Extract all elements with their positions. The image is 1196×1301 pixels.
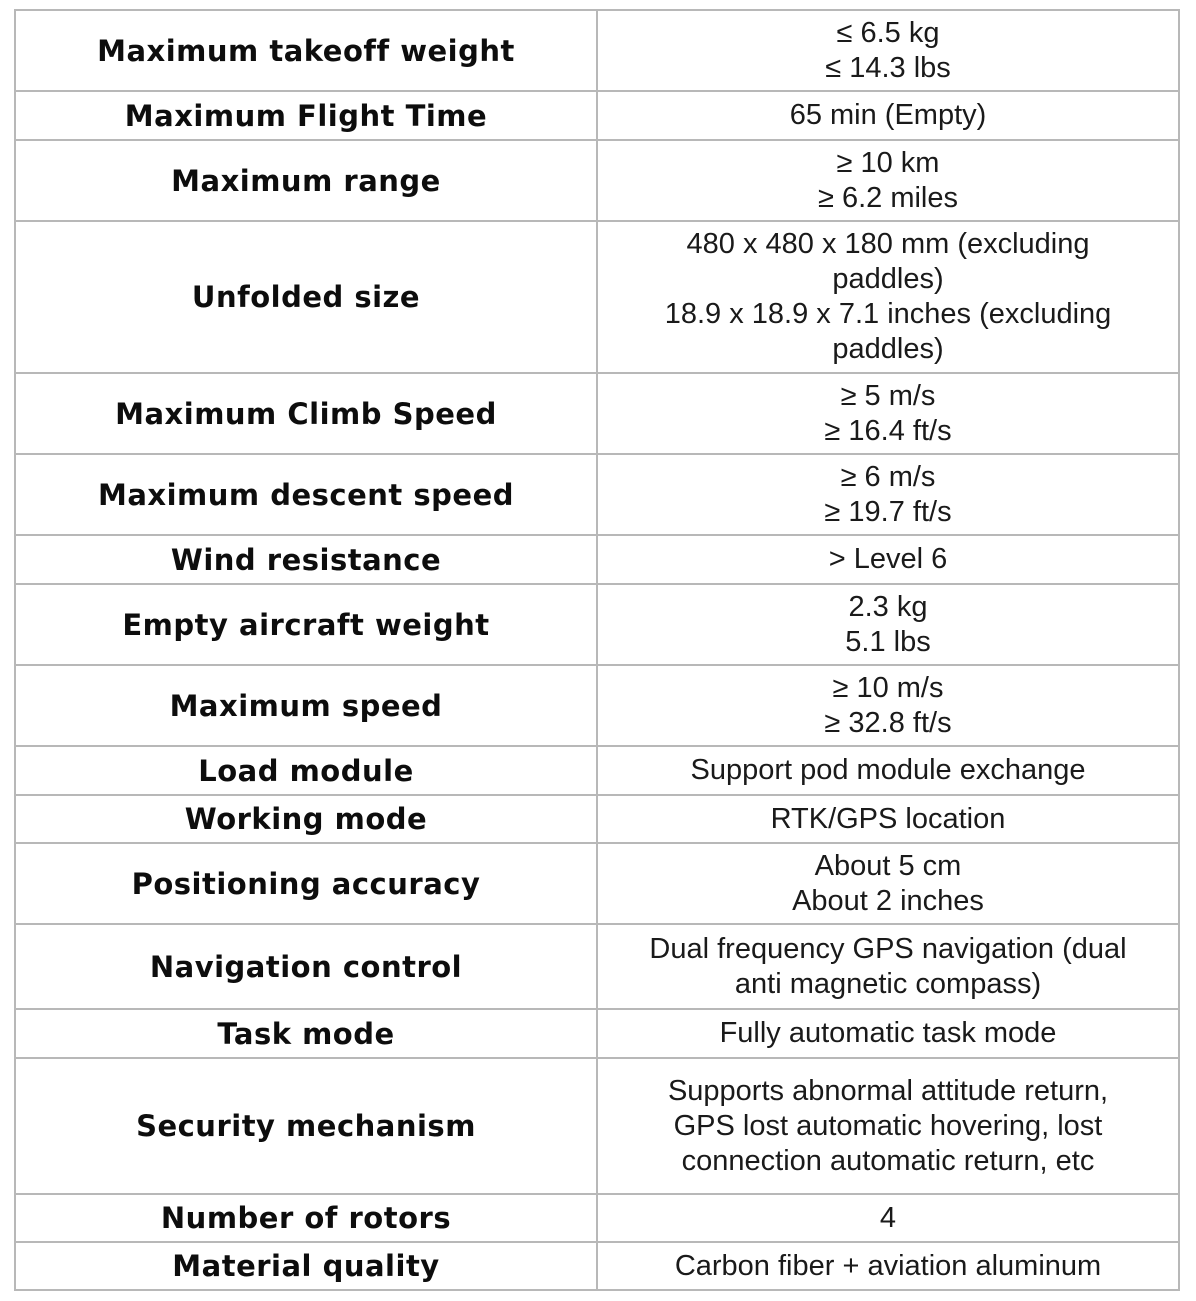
spec-value xyxy=(597,924,1179,1009)
spec-value-line: ≥ 6 m/s xyxy=(840,460,936,493)
spec-value-line: 5.1 lbs xyxy=(845,625,931,658)
spec-value-line: Fully automatic task mode xyxy=(719,1017,1057,1049)
spec-label: Working mode xyxy=(15,795,597,843)
spec-value xyxy=(597,584,1179,665)
spec-value-line: paddles) xyxy=(832,263,944,295)
spec-label: Maximum Flight Time xyxy=(15,91,597,140)
spec-label: Wind resistance xyxy=(15,535,597,584)
spec-value xyxy=(597,140,1179,221)
spec-value-line: 18.9 x 18.9 x 7.1 inches (excluding xyxy=(664,298,1112,330)
spec-value-line: ≥ 10 m/s xyxy=(832,671,944,704)
spec-value-line: ≥ 6.2 miles xyxy=(817,181,958,214)
spec-value-line: Support pod module exchange xyxy=(690,754,1086,786)
spec-value-line: About 2 inches xyxy=(792,884,984,917)
spec-table xyxy=(14,9,1180,1291)
spec-value-line: connection automatic return, etc xyxy=(681,1144,1095,1177)
spec-row xyxy=(15,140,1179,221)
spec-value xyxy=(597,373,1179,454)
spec-value xyxy=(597,665,1179,746)
spec-value-line: Dual frequency GPS navigation (dual xyxy=(649,932,1127,965)
spec-label: Task mode xyxy=(15,1009,597,1058)
spec-value-line: ≤ 14.3 lbs xyxy=(825,51,951,84)
spec-value xyxy=(597,454,1179,535)
spec-label: Maximum range xyxy=(15,140,597,221)
spec-value-line: ≥ 5 m/s xyxy=(840,379,936,412)
spec-value-line: Carbon fiber + aviation aluminum xyxy=(674,1249,1102,1282)
spec-value xyxy=(597,91,1179,140)
spec-row xyxy=(15,795,1179,843)
spec-row xyxy=(15,1242,1179,1290)
spec-row xyxy=(15,10,1179,91)
spec-label: Security mechanism xyxy=(15,1058,597,1194)
spec-row xyxy=(15,454,1179,535)
spec-row xyxy=(15,91,1179,140)
spec-label: Unfolded size xyxy=(15,221,597,373)
spec-value xyxy=(597,221,1179,373)
spec-value-line: GPS lost automatic hovering, lost xyxy=(673,1109,1103,1142)
spec-value-line: Supports abnormal attitude return, xyxy=(667,1074,1109,1107)
spec-value-line: About 5 cm xyxy=(814,849,962,882)
spec-table-body xyxy=(15,10,1179,1290)
spec-value-line: paddles) xyxy=(832,333,944,365)
spec-value xyxy=(597,1194,1179,1242)
spec-label: Maximum speed xyxy=(15,665,597,746)
spec-value-line: 4 xyxy=(879,1201,897,1234)
spec-row xyxy=(15,924,1179,1009)
spec-label: Load module xyxy=(15,746,597,795)
spec-value xyxy=(597,795,1179,843)
spec-label: Navigation control xyxy=(15,924,597,1009)
spec-value xyxy=(597,1009,1179,1058)
spec-row xyxy=(15,746,1179,795)
spec-label: Positioning accuracy xyxy=(15,843,597,924)
spec-value-line: ≥ 19.7 ft/s xyxy=(824,495,952,528)
spec-value xyxy=(597,10,1179,91)
spec-label: Empty aircraft weight xyxy=(15,584,597,665)
spec-value-line: 65 min (Empty) xyxy=(789,99,987,131)
spec-value xyxy=(597,535,1179,584)
spec-value-line: > Level 6 xyxy=(828,543,948,575)
spec-row xyxy=(15,665,1179,746)
spec-row xyxy=(15,843,1179,924)
spec-label: Number of rotors xyxy=(15,1194,597,1242)
spec-row xyxy=(15,1194,1179,1242)
spec-value xyxy=(597,1242,1179,1290)
spec-value-line: 480 x 480 x 180 mm (excluding xyxy=(686,228,1090,260)
spec-value-line: ≤ 6.5 kg xyxy=(836,16,940,49)
spec-row xyxy=(15,535,1179,584)
spec-value-line: 2.3 kg xyxy=(848,590,928,623)
spec-value xyxy=(597,1058,1179,1194)
spec-value xyxy=(597,843,1179,924)
spec-value-line: ≥ 16.4 ft/s xyxy=(824,414,952,447)
spec-value xyxy=(597,746,1179,795)
spec-label: Maximum takeoff weight xyxy=(15,10,597,91)
spec-row xyxy=(15,221,1179,373)
spec-label: Material quality xyxy=(15,1242,597,1290)
spec-value-line: anti magnetic compass) xyxy=(734,967,1042,1000)
spec-label: Maximum descent speed xyxy=(15,454,597,535)
spec-value-line: RTK/GPS location xyxy=(770,802,1006,835)
spec-row xyxy=(15,1009,1179,1058)
spec-value-line: ≥ 10 km xyxy=(836,146,940,179)
spec-row xyxy=(15,373,1179,454)
spec-label: Maximum Climb Speed xyxy=(15,373,597,454)
spec-value-line: ≥ 32.8 ft/s xyxy=(824,706,952,739)
spec-row xyxy=(15,1058,1179,1194)
spec-row xyxy=(15,584,1179,665)
